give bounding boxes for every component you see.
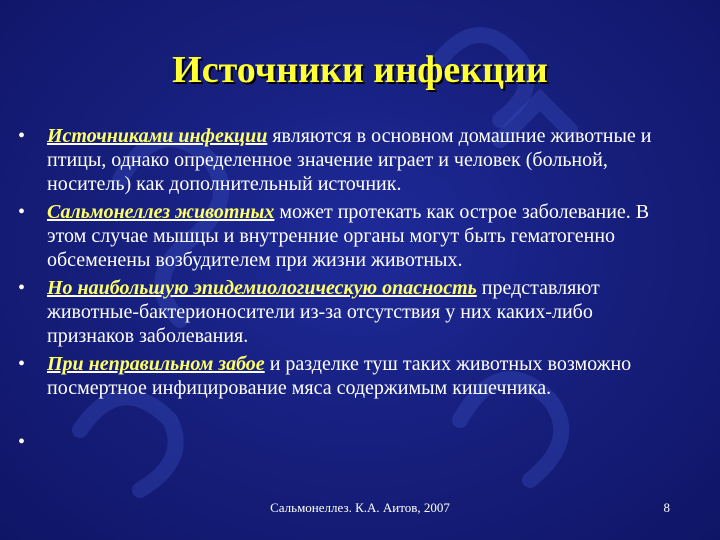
bullet-dot: •: [18, 277, 26, 299]
page-number: 8: [663, 500, 670, 515]
bullet-text: может протекать как острое заболевание. В этом случае мышцы и внутренние органы могут быть гематогенно обсеменены возбудителем при жизни животных.: [47, 201, 650, 271]
slide-title: Источники инфекции: [172, 49, 548, 91]
bullet-text: являются в основном домашние животные и птицы, однако определенное значение играет и человек (больной, носитель) как дополнительный источник.: [47, 125, 652, 195]
bullet-dot: •: [18, 125, 26, 147]
bullet-highlight: Источниками инфекции: [47, 125, 268, 147]
bullet-item: [18, 200, 678, 272]
empty-bullet-item: [18, 430, 678, 454]
slide-footer: Сальмонеллез. К.А. Аитов, 2007: [270, 500, 450, 515]
bullet-dot: •: [18, 201, 26, 223]
bullet-text: представляют животные-бактерионосители из-за отсутствия у них каких-либо признаков заболевания.: [47, 277, 600, 347]
bullet-highlight: Но наибольшую эпидемиологическую опасность: [47, 277, 477, 299]
bullet-dot: •: [18, 431, 26, 453]
bullet-item: [18, 276, 678, 348]
bullet-text: и разделке туш таких животных возможно посмертное инфицирование мяса содержимым кишечника.: [47, 353, 632, 399]
bullet-list: [18, 124, 678, 458]
bullet-highlight: При неправильном забое: [47, 353, 265, 375]
bullet-item: [18, 124, 678, 196]
bullet-highlight: Сальмонеллез животных: [47, 201, 275, 223]
bullet-item: [18, 352, 678, 400]
bullet-dot: •: [18, 353, 26, 375]
